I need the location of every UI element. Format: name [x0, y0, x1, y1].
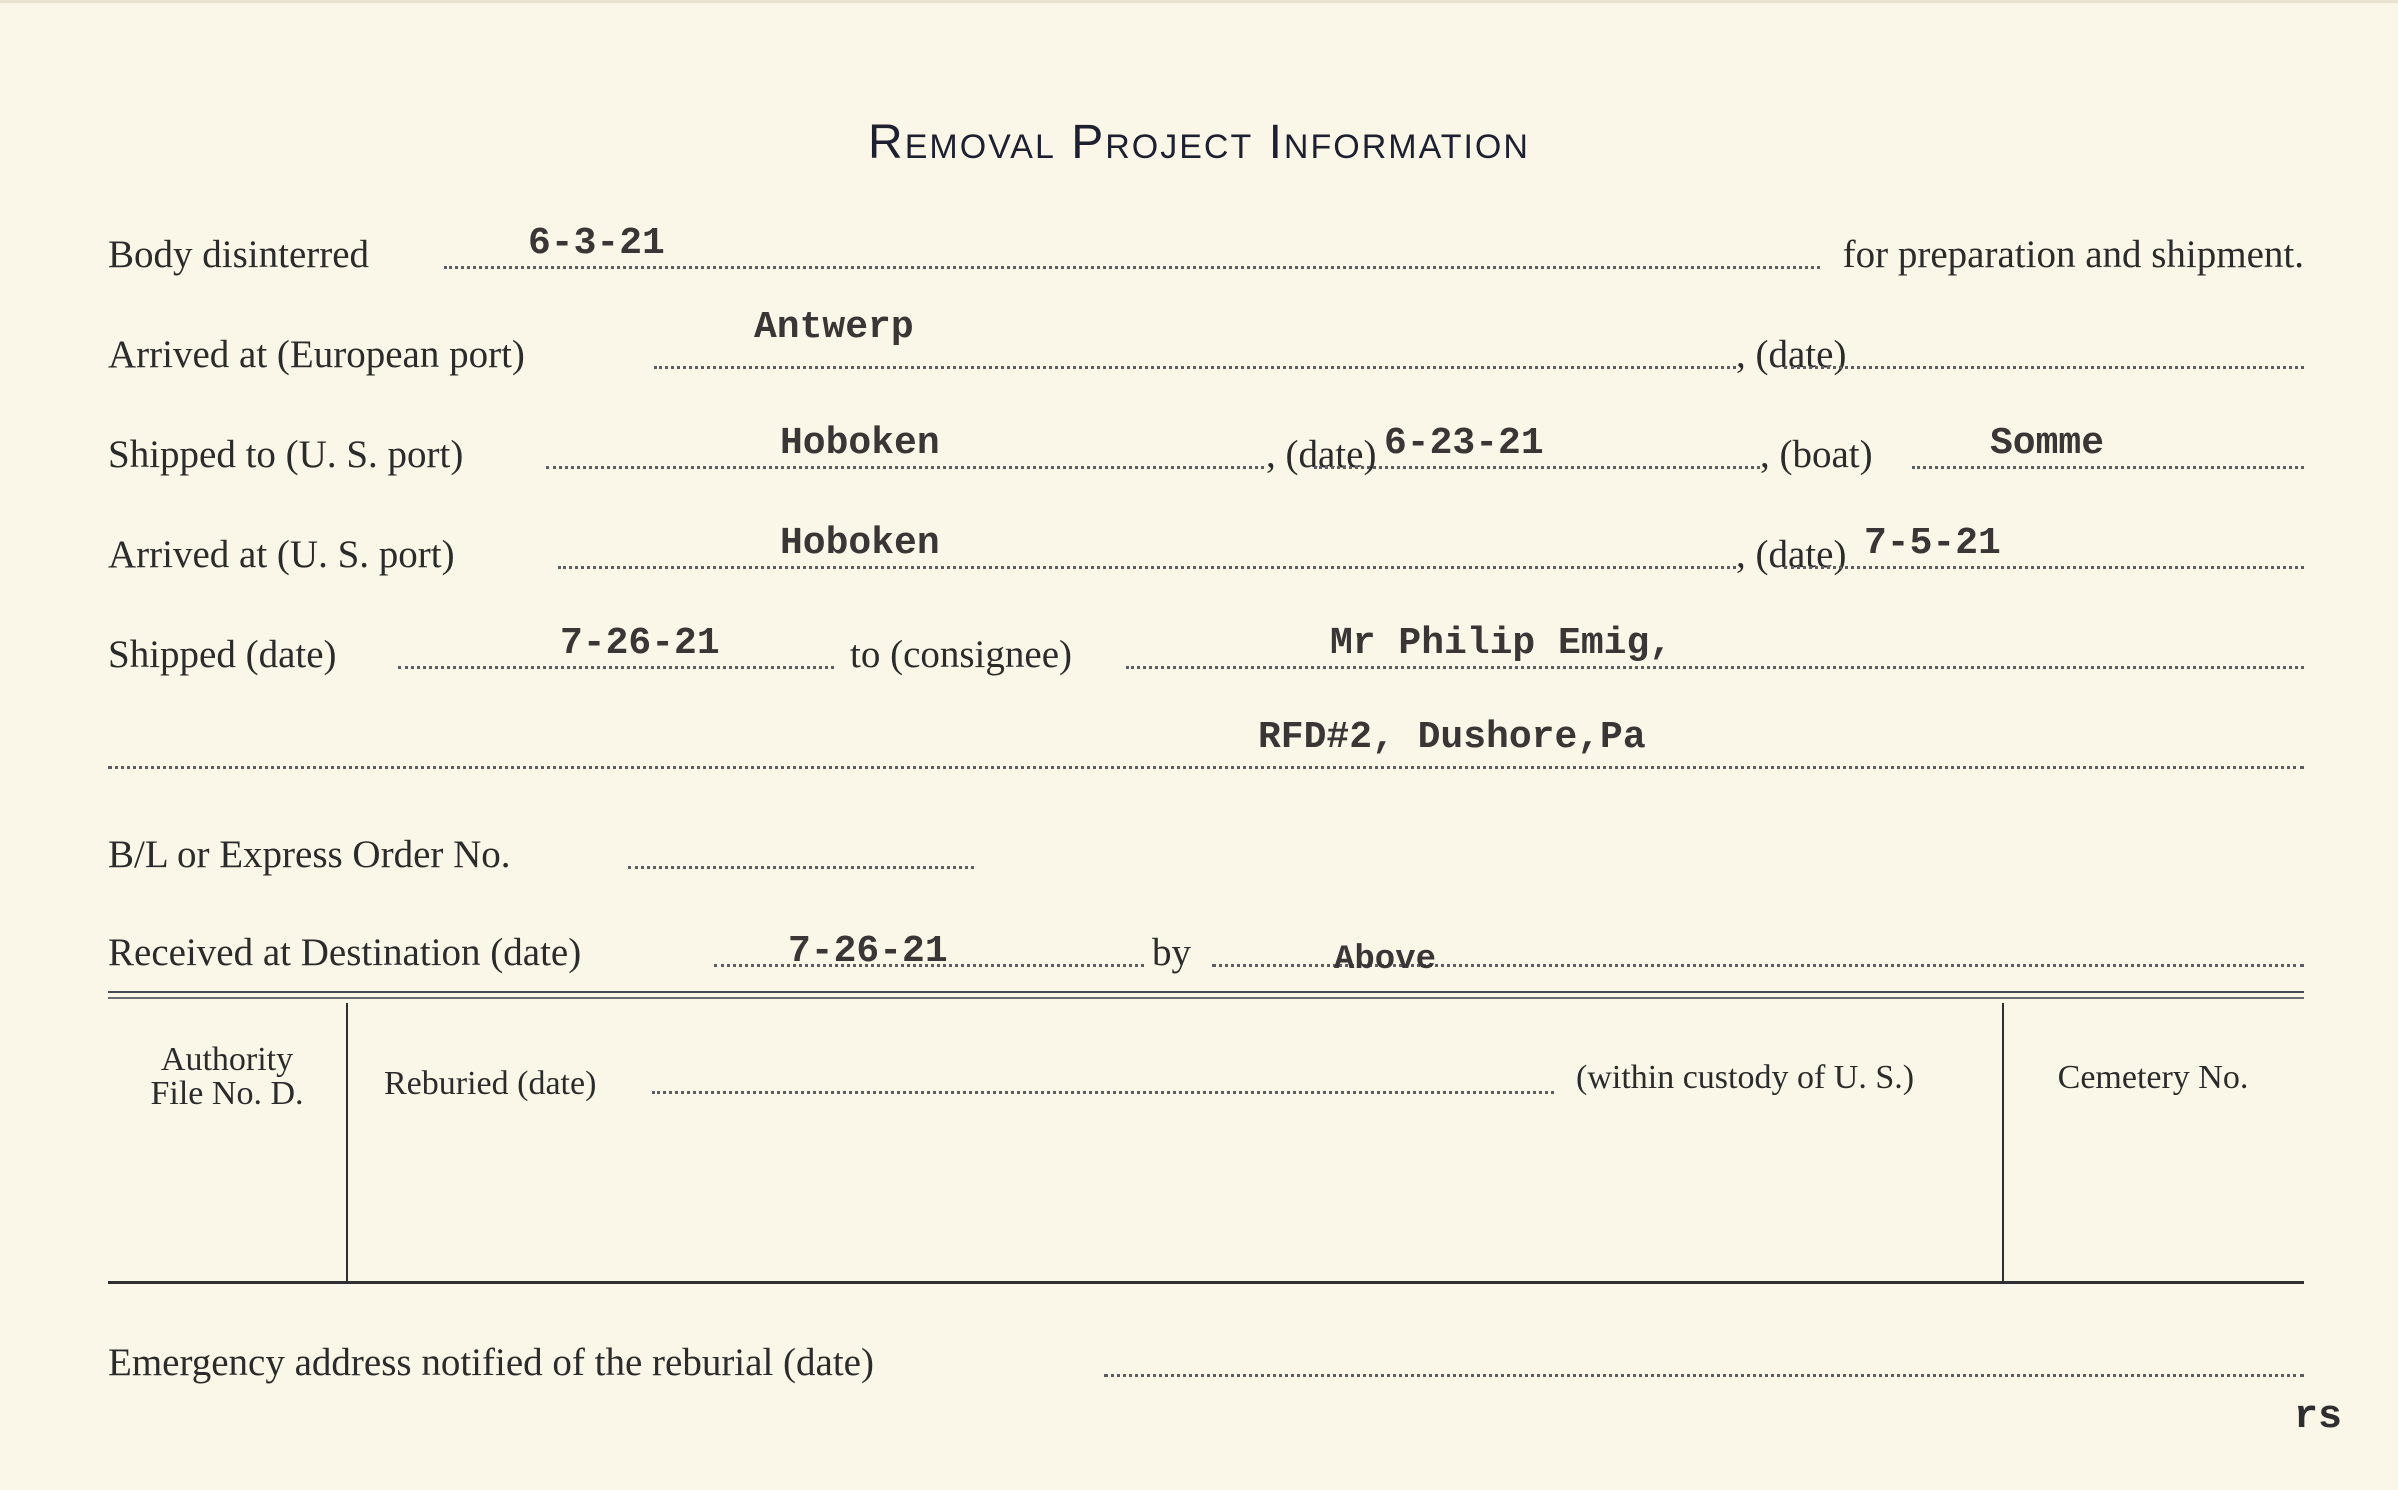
reburied-label: Reburied (date) — [384, 1065, 597, 1102]
arrived-us-value: Hoboken — [780, 522, 940, 565]
bl-line — [628, 866, 974, 869]
shipped-to-value: Hoboken — [780, 422, 940, 465]
received-value: 7-26-21 — [788, 930, 948, 973]
received-label: Received at Destination (date) — [108, 931, 582, 974]
consignee-address-line — [108, 766, 2304, 769]
consignee-line — [1126, 666, 2304, 669]
boat-line — [1912, 466, 2304, 469]
authority-label-2: File No. D. — [150, 1075, 304, 1112]
boat-label: , (boat) — [1760, 433, 1873, 476]
emergency-row — [108, 1331, 2304, 1391]
authority-label-1: Authority — [160, 1041, 294, 1078]
bl-label: B/L or Express Order No. — [108, 833, 511, 876]
consignee-address-value: RFD#2, Dushore,Pa — [1258, 716, 1646, 759]
arrived-euro-value: Antwerp — [754, 306, 914, 349]
body-disinterred-label: Body disinterred — [108, 233, 370, 276]
body-disinterred-value: 6-3-21 — [528, 222, 665, 265]
bl-row — [108, 823, 2304, 883]
arrived-us-date-value: 7-5-21 — [1864, 522, 2001, 565]
arrived-euro-row — [108, 306, 2304, 383]
arrived-us-label: Arrived at (U. S. port) — [108, 533, 455, 576]
consignee-address-row — [108, 716, 2304, 783]
shipped-row — [108, 623, 2304, 683]
custody-label: (within custody of U. S.) — [1576, 1059, 1915, 1096]
shipped-date-value: 6-23-21 — [1384, 422, 1544, 465]
shipped-line — [398, 666, 834, 669]
arrived-euro-date-label: , (date) — [1736, 333, 1847, 376]
arrived-us-row — [108, 523, 2304, 583]
clerk-initials: rs — [2293, 1395, 2342, 1440]
reburial-box — [108, 1003, 2304, 1281]
page-title: Removal Project Information — [868, 116, 1530, 169]
arrived-euro-date-line — [1784, 366, 2304, 369]
divider-top — [108, 991, 2304, 993]
boat-value: Somme — [1990, 422, 2105, 465]
body-disinterred-row — [108, 223, 2304, 283]
box-divider-right — [2002, 1003, 2004, 1281]
shipped-to-line — [546, 466, 1264, 469]
reburied-line — [652, 1091, 1554, 1094]
shipped-date-label: , (date) — [1266, 433, 1377, 476]
divider-top-2 — [108, 997, 2304, 999]
emergency-line — [1104, 1374, 2304, 1377]
box-divider-left — [346, 1003, 348, 1281]
by-value: Above — [1334, 941, 1437, 979]
by-label: by — [1152, 931, 1191, 974]
shipped-date-label-2: Shipped (date) — [108, 633, 337, 676]
arrived-us-line — [558, 566, 1736, 569]
body-disinterred-line — [444, 266, 1820, 269]
divider-bottom — [108, 1281, 2304, 1284]
cemetery-label: Cemetery No. — [2057, 1059, 2249, 1096]
for-preparation-label: for preparation and shipment. — [1842, 233, 2304, 276]
arrived-us-date-label: , (date) — [1736, 533, 1847, 576]
shipped-value: 7-26-21 — [560, 622, 720, 665]
shipped-to-label: Shipped to (U. S. port) — [108, 433, 464, 476]
arrived-us-date-line — [1784, 566, 2304, 569]
consignee-label: to (consignee) — [850, 633, 1073, 676]
shipped-date-line — [1314, 466, 1760, 469]
arrived-euro-label: Arrived at (European port) — [108, 333, 525, 376]
arrived-euro-line — [654, 366, 1736, 369]
shipped-to-row — [108, 423, 2304, 483]
consignee-value: Mr Philip Emig, — [1330, 622, 1673, 665]
emergency-label: Emergency address notified of the reburial (date) — [108, 1341, 874, 1384]
received-row — [108, 921, 2304, 981]
